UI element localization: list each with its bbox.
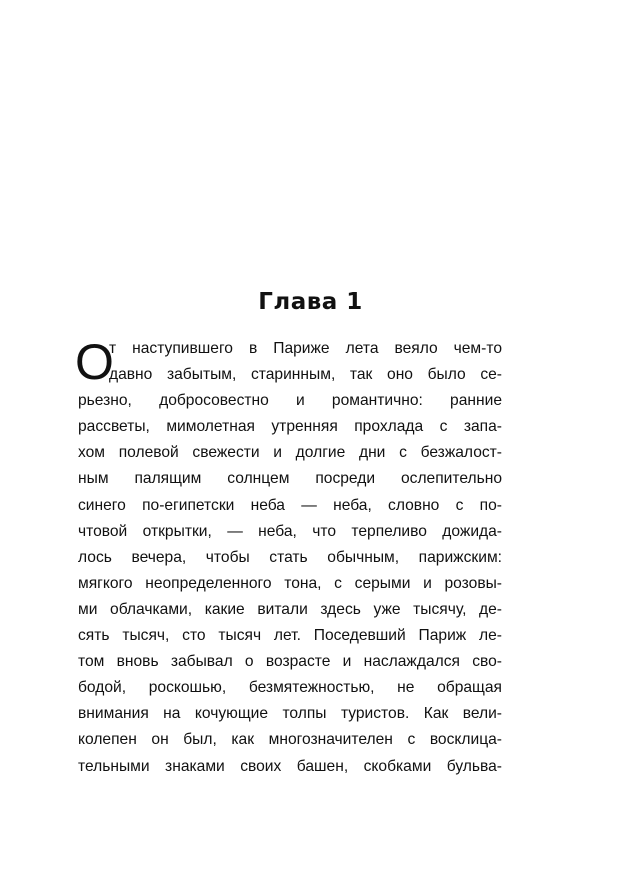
text-line-17: тельными знаками своих башен, скобками бульва- xyxy=(78,757,502,775)
text-line-12: сять тысяч, сто тысяч лет. Поседевший Париж ле- xyxy=(78,627,502,645)
text-line-10: мягкого неопределенного тона, с серыми и розовы- xyxy=(78,574,502,592)
text-line-9: лось вечера, чтобы стать обычным, парижским: xyxy=(78,548,502,566)
text-line-4: рассветы, мимолетная утренняя прохлада с запа- xyxy=(78,418,502,436)
chapter-title: Глава 1 xyxy=(258,289,363,315)
text-line-11: ми облачками, какие витали здесь уже тысячу, де- xyxy=(78,600,502,618)
chapter-text xyxy=(75,334,502,780)
text-line-13: том вновь забывал о возрасте и наслаждался сво- xyxy=(78,653,502,671)
text-line-1: т наступившего в Париже лета веяло чем-то xyxy=(109,340,502,357)
text-line-7: синего по-египетски неба — неба, словно с по- xyxy=(78,496,502,514)
text-line-15: внимания на кочующие толпы туристов. Как вели- xyxy=(78,705,502,723)
text-line-3: рьезно, добросовестно и романтично: ранние xyxy=(78,392,502,410)
text-line-6: ным палящим солнцем посреди ослепительно xyxy=(78,470,502,488)
drop-cap-letter: О xyxy=(75,334,114,390)
text-line-8: чтовой открытки, — неба, что терпеливо дожида- xyxy=(78,522,502,540)
text-line-16: колепен он был, как многозначителен с восклица- xyxy=(78,731,502,749)
text-line-5: хом полевой свежести и долгие дни с безжалост- xyxy=(78,444,502,462)
text-line-2: давно забытым, старинным, так оно было се- xyxy=(109,366,502,384)
text-line-14: бодой, роскошью, безмятежностью, не обращая xyxy=(78,679,502,697)
